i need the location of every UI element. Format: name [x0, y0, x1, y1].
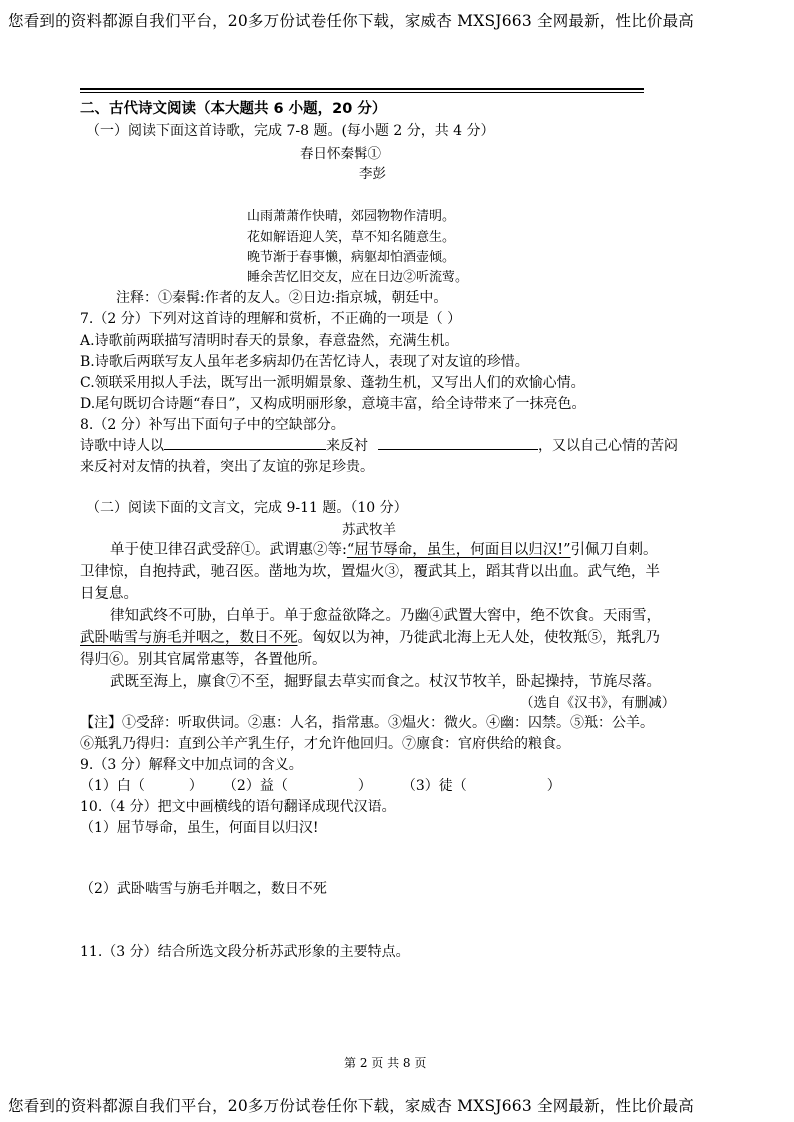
- q7-option-b: B.诗歌后两联写友人虽年老多病却仍在苦忆诗人，表现了对友谊的珍惜。: [80, 354, 529, 370]
- passage-text: 引佩刀自刺。: [570, 542, 658, 558]
- passage-title: 苏武牧羊: [342, 522, 396, 538]
- section-title: 二、古代诗文阅读（本大题共 6 小题，20 分）: [80, 101, 387, 117]
- underlined-sentence-2: 武卧啮雪与旃毛并咽之，数日不死: [80, 630, 298, 646]
- q9-item-3: （3）徒（: [401, 778, 467, 794]
- q7-option-c: C.领联采用拟人手法，既写出一派明媚景象、蓬勃生机，又写出人们的欢愉心情。: [80, 375, 585, 391]
- poem-line: 山雨萧萧作快晴，郊园物物作清明。: [247, 209, 456, 224]
- passage-p1-line2: 卫律惊，自抱持武，驰召医。凿地为坎，置煴火③，覆武其上，蹈其背以出血。武气绝，半: [80, 564, 660, 580]
- passage-p2-line2: [80, 626, 660, 647]
- q8-text-b: 来反衬: [326, 438, 368, 454]
- page-number: 第 2 页 共 8 页: [344, 1056, 427, 1070]
- passage-notes-line2: ⑥羝乳乃得归：直到公羊产乳生仔，才允许他回归。⑦廪食：官府供给的粮食。: [80, 736, 570, 752]
- q7-option-a: A.诗歌前两联描写清明时春天的景象，春意盎然，充满生机。: [80, 333, 459, 349]
- q8-text-a: 诗歌中诗人以: [80, 438, 164, 454]
- passage-text: 。匈奴以为神，乃徙武北海上无人处，使牧羝⑤，羝乳乃: [297, 630, 660, 646]
- passage-p3: 武既至海上，廪食⑦不至，掘野鼠去草实而食之。杖汉节牧羊，卧起操持，节旄尽落。: [110, 674, 661, 690]
- q9-close: ）: [546, 778, 561, 794]
- q10-stem: 10.（4 分）把文中画横线的语句翻译成现代汉语。: [80, 799, 396, 815]
- q9-items: [80, 775, 561, 795]
- q8-stem: 8.（2 分）补写出下面句子中的空缺部分。: [80, 417, 345, 433]
- q10-sentence-1: （1）屈节辱命，虽生，何面目以归汉!: [80, 820, 319, 836]
- part2-intro: （二）阅读下面的文言文，完成 9-11 题。（10 分）: [86, 500, 408, 516]
- q8-blank-1[interactable]: [164, 435, 326, 450]
- q9-close: ）: [357, 778, 372, 794]
- header-rule-top: [80, 88, 644, 90]
- q8-line2: 来反衬对友情的执着，突出了友谊的弥足珍贵。: [80, 459, 374, 475]
- q9-item-2: （2）益（: [222, 778, 288, 794]
- q8-line1: [80, 435, 678, 455]
- part1-intro: （一）阅读下面这首诗歌，完成 7-8 题。(每小题 2 分，共 4 分）: [86, 123, 495, 139]
- q11-stem: 11.（3 分）结合所选文段分析苏武形象的主要特点。: [80, 944, 410, 960]
- passage-notes-line1: 【注】①受辞：听取供词。②惠：人名，指常惠。③煴火：微火。④幽：囚禁。⑤羝：公羊。: [80, 715, 654, 731]
- passage-text: 单于使卫律召武受辞①。武谓惠②等:: [110, 542, 347, 558]
- poem-line: 花如解语迎人笑，草不知名随意生。: [247, 230, 456, 245]
- q7-stem: 7.（2 分）下列对这首诗的理解和赏析，不正确的一项是（ ）: [80, 311, 462, 327]
- q9-close: ）: [188, 778, 203, 794]
- q8-text-c: ，又以自己心情的苦闷: [538, 438, 678, 454]
- poem-line: 睡余苦忆旧交友，应在日边②听流莺。: [247, 270, 469, 285]
- q9-stem: 9.（3 分）解释文中加点词的含义。: [80, 757, 303, 773]
- top-banner-text: 您看到的资料都源自我们平台，20多万份试卷任你下载，家威杏 MXSJ663 全网最新，性比价最高: [8, 12, 695, 30]
- underlined-sentence-1: “屈节辱命，虽生，何面目以归汉!”: [346, 542, 571, 558]
- q8-blank-2[interactable]: [378, 435, 538, 450]
- passage-p1-line1: [110, 538, 658, 559]
- passage-p2-line1: 律知武终不可胁，白单于。单于愈益欲降之。乃幽④武置大窖中，绝不饮食。天雨雪，: [110, 608, 661, 624]
- poem-line: 晚节渐于春事懒，病躯却怕酒壶倾。: [247, 250, 456, 265]
- q10-sentence-2: （2）武卧啮雪与旃毛并咽之，数日不死: [80, 881, 327, 897]
- poem-note: 注释：①秦髯:作者的友人。②日边:指京城，朝廷中。: [116, 290, 448, 306]
- header-rule-bottom: [80, 92, 644, 93]
- poem-title: 春日怀秦髯①: [300, 146, 381, 162]
- passage-p2-line3: 得归⑥。别其官属常惠等，各置他所。: [80, 652, 327, 668]
- q7-option-d: D.尾句既切合诗题“春日”，又构成明丽形象，意境丰富，给全诗带来了一抹亮色。: [80, 396, 586, 412]
- poem-author: 李彭: [359, 166, 386, 182]
- q9-item-1: （1）白（: [80, 778, 145, 794]
- passage-p1-line3: 日复息。: [80, 586, 138, 602]
- bottom-banner-text: 您看到的资料都源自我们平台，20多万份试卷任你下载，家威杏 MXSJ663 全网最新，性比价最高: [8, 1097, 695, 1115]
- passage-source: （选自《汉书》，有删减）: [520, 695, 676, 711]
